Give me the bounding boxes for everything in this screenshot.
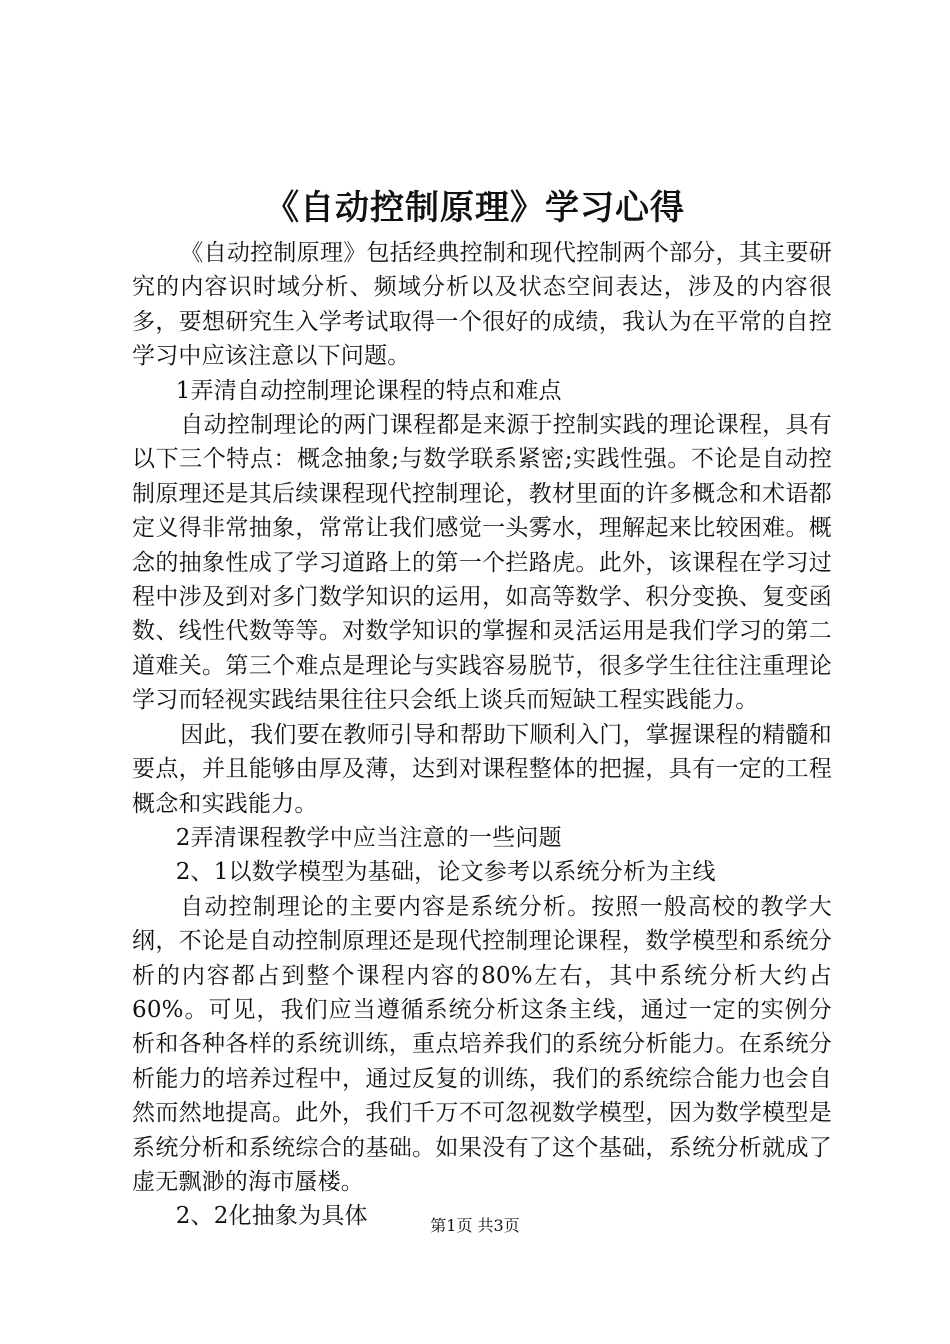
page-number-footer: 第1页 共3页 <box>430 1216 520 1235</box>
section-heading-1: 1弄清自动控制理论课程的特点和难点 <box>175 377 562 404</box>
paragraph-therefore: 因此，我们要在教师引导和帮助下顺利入门，掌握课程的精髓和要点，并且能够由厚及薄，达到对课程整体的把握，具有一定的工程概念和实践能力。 <box>132 721 832 817</box>
paragraph-features: 自动控制理论的两门课程都是来源于控制实践的理论课程，具有以下三个特点：概念抽象;与数学联系紧密;实践性强。不论是自动控制原理还是其后续课程现代控制理论，教材里面的许多概念和术语都定义得非常抽象，常常让我们感觉一头雾水，理解起来比较困难。概念的抽象性成了学习道路上的第一个拦路虎。此外，该课程在学习过程中涉及到对多门数学知识的运用，如高等数学、积分变换、复变函数、线性代数等等。对数学知识的掌握和灵活运用是我们学习的第二道难关。第三个难点是理论与实践容易脱节，很多学生往往注重理论学习而轻视实践结果往往只会纸上谈兵而短缺工程实践能力。 <box>132 412 832 714</box>
document-body <box>132 236 832 1234</box>
paragraph-system-analysis: 自动控制理论的主要内容是系统分析。按照一般高校的教学大纲，不论是自动控制原理还是现代控制理论课程，数学模型和系统分析的内容都占到整个课程内容的80%左右，其中系统分析大约占60%。可见，我们应当遵循系统分析这条主线，通过一定的实例分析和各种各样的系统训练，重点培养我们的系统分析能力。在系统分析能力的培养过程中，通过反复的训练，我们的系统综合能力也会自然而然地提高。此外，我们千万不可忽视数学模型，因为数学模型是系统分析和系统综合的基础。如果没有了这个基础，系统分析就成了虚无飘渺的海市蜃楼。 <box>132 893 832 1195</box>
section-heading-2: 2弄清课程教学中应当注意的一些问题 <box>175 824 562 851</box>
page-title: 《自动控制原理》学习心得 <box>265 188 685 228</box>
paragraph-intro: 《自动控制原理》包括经典控制和现代控制两个部分，其主要研究的内容识时域分析、频域分析以及状态空间表达，涉及的内容很多，要想研究生入学考试取得一个很好的成绩，我认为在平常的自控学习中应该注意以下问题。 <box>132 240 832 370</box>
subsection-heading-2-2: 2、2化抽象为具体 <box>175 1203 368 1230</box>
subsection-heading-2-1: 2、1以数学模型为基础，论文参考以系统分析为主线 <box>175 859 716 886</box>
